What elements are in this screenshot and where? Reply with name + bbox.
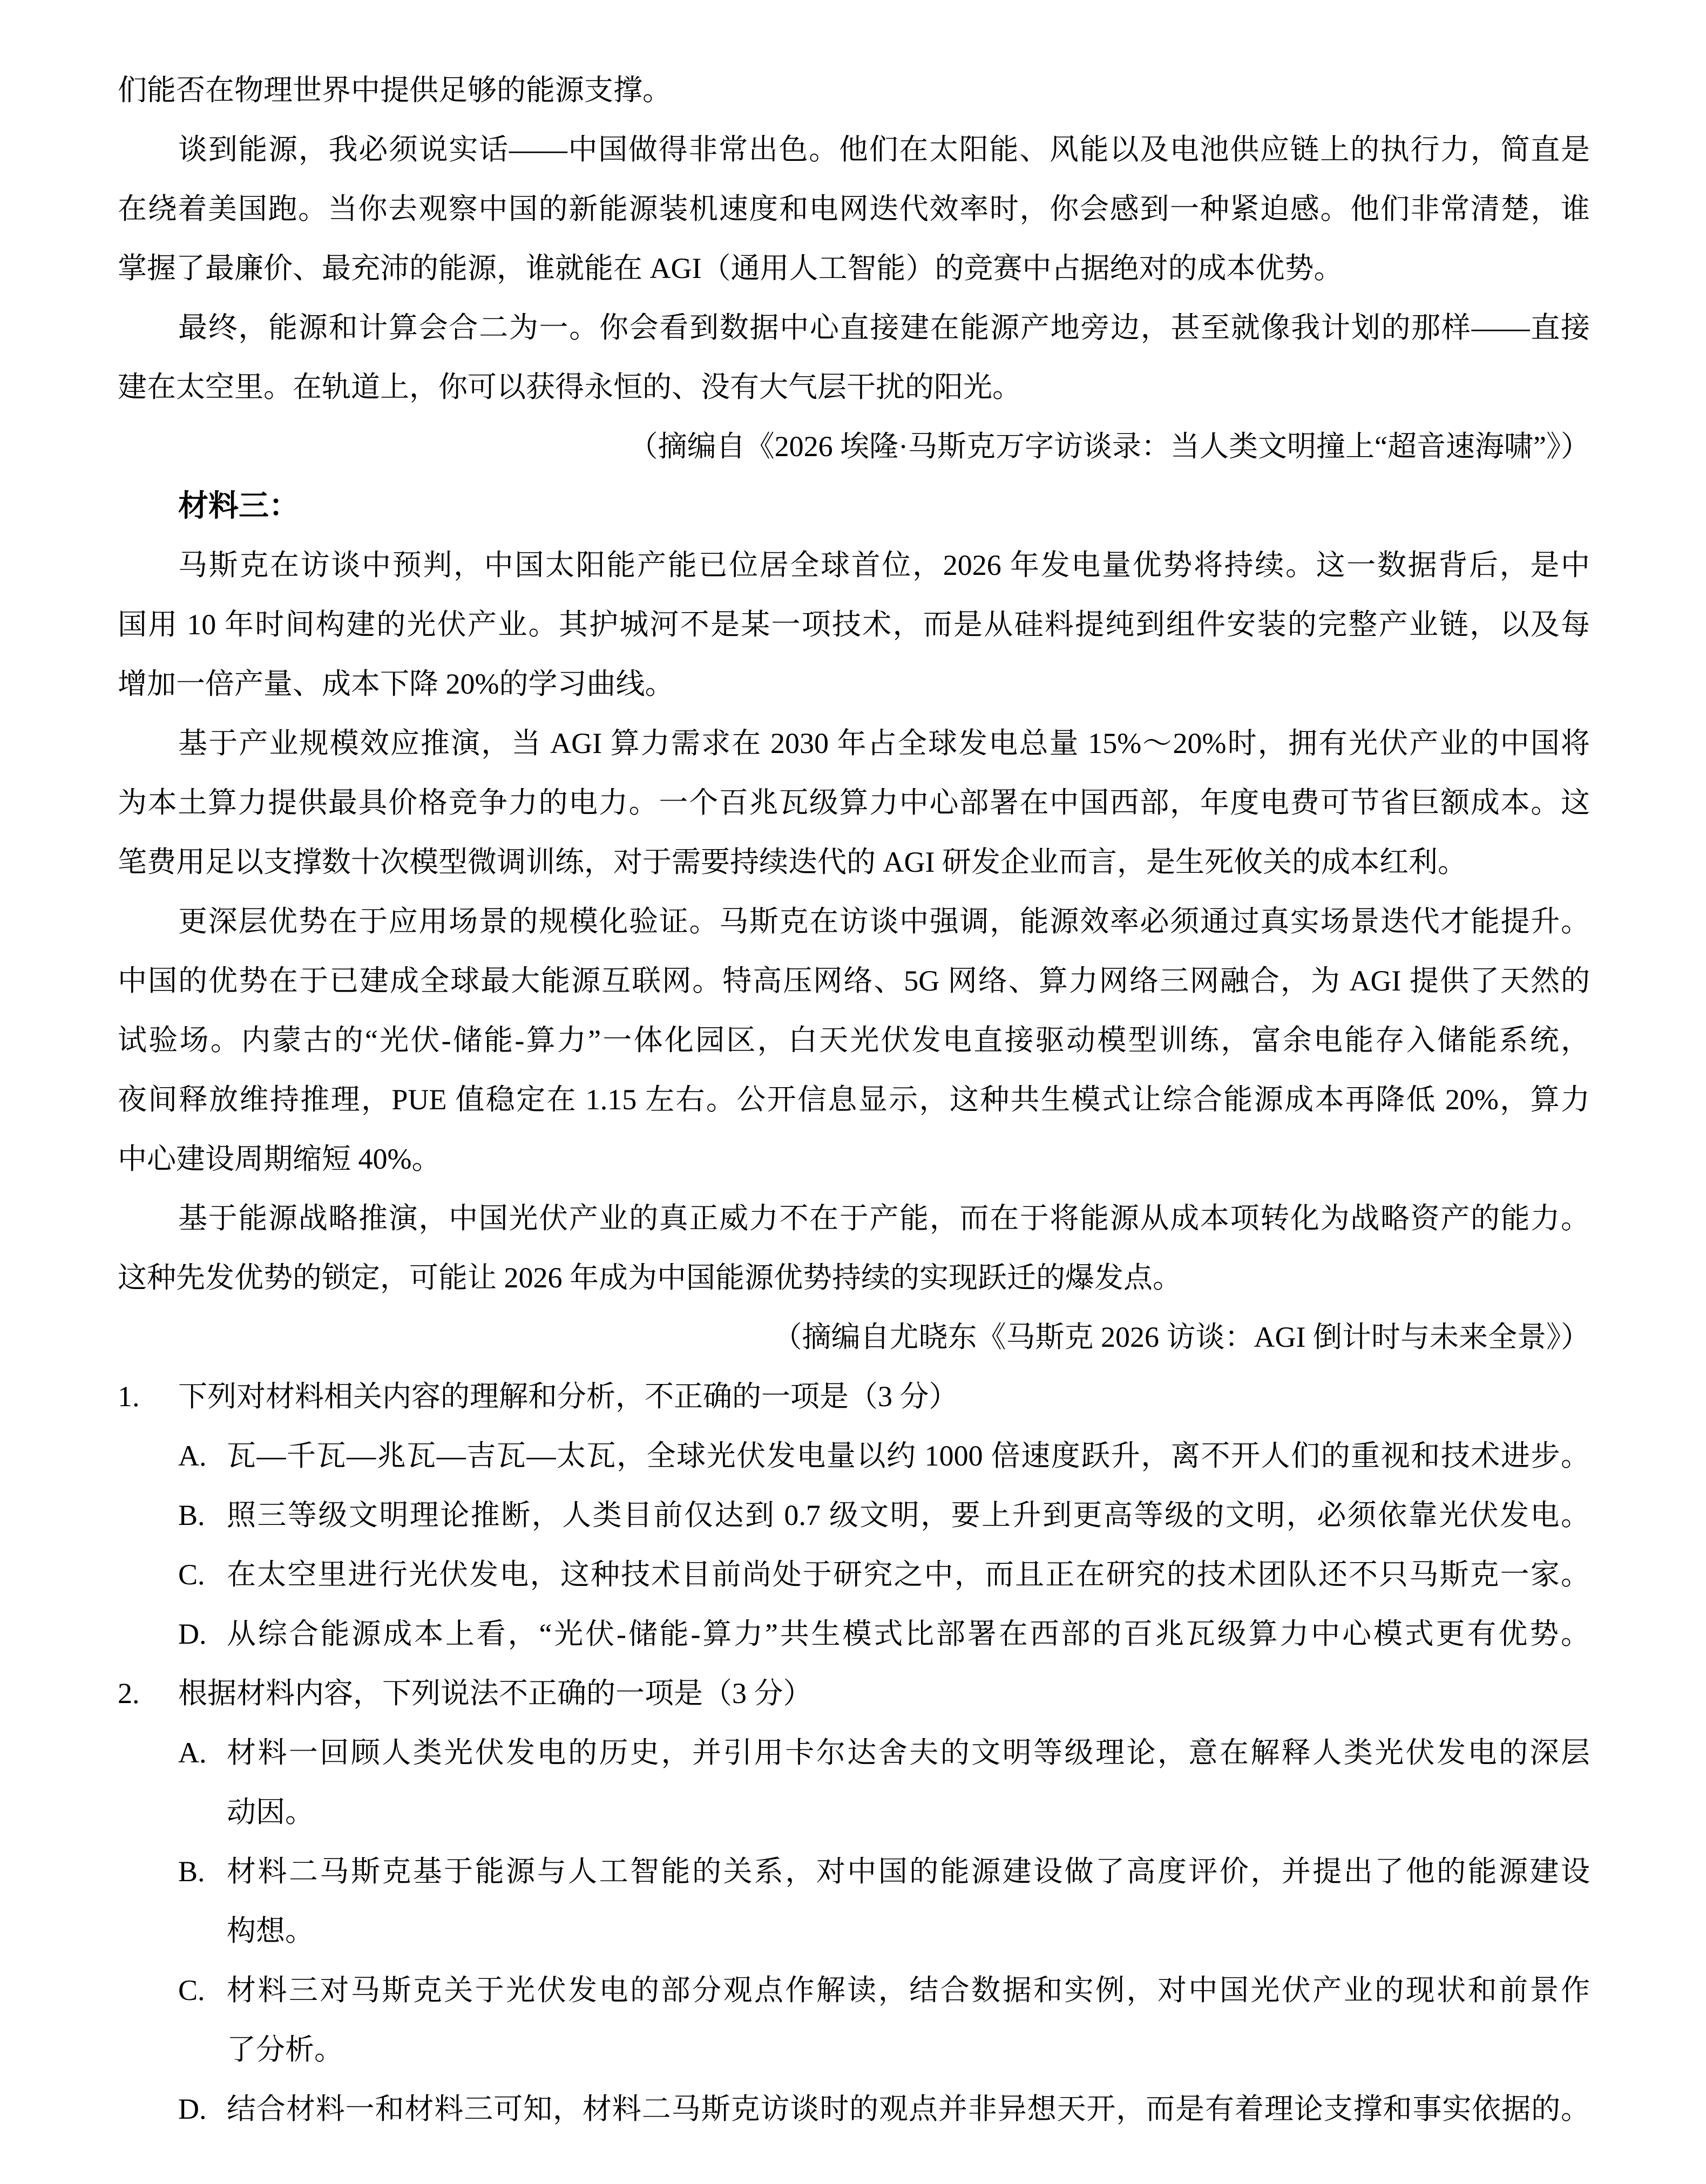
body-line: 掌握了最廉价、最充沛的能源，谁就能在 AGI（通用人工智能）的竞赛中占据绝对的成本优势。 [118,252,1343,284]
option-line [118,2079,1590,2139]
body-line: 最终，能源和计算会合二为一。你会看到数据中心直接建在能源产地旁边，甚至就像我计划的那样——直接 [178,311,1590,344]
question-line [118,1664,1590,1723]
body-line: 在绕着美国跑。当你去观察中国的新能源装机速度和电网迭代效率时，你会感到一种紧迫感。他们非常清楚，谁 [118,193,1590,225]
option-text: 从综合能源成本上看，“光伏-储能-算力”共生模式比部署在西部的百兆瓦级算力中心模式更有优势。 [227,1618,1590,1650]
option-letter: C. [178,1974,205,2006]
body-line: 试验场。内蒙古的“光伏-储能-算力”一体化园区，白天光伏发电直接驱动模型训练，富余电能存入储能系统， [118,1024,1590,1056]
body-line: 中国的优势在于已建成全球最大能源互联网。特高压网络、5G 网络、算力网络三网融合，为 AGI 提供了天然的 [118,965,1590,997]
option-letter: A. [178,1737,207,1769]
option-letter: C. [178,1558,205,1591]
question-line [118,1367,1590,1426]
body-line: 为本土算力提供最具价格竞争力的电力。一个百兆瓦级算力中心部署在中国西部，年度电费可节省巨额成本。这 [118,786,1590,819]
option-text: 材料三对马斯克关于光伏发电的部分观点作解读，结合数据和实例，对中国光伏产业的现状和前景作 [227,1974,1590,2006]
body-line: 增加一倍产量、成本下降 20%的学习曲线。 [118,668,674,700]
question-text: 根据材料内容，下列说法不正确的一项是（3 分） [178,1677,813,1710]
citation-line: （摘编自《2026 埃隆·马斯克万字访谈录：当人类文明撞上“超音速海啸”》） [628,430,1590,463]
body-line: 们能否在物理世界中提供足够的能源支撑。 [118,74,672,106]
body-line: 夜间释放维持推理，PUE 值稳定在 1.15 左右。公开信息显示，这种共生模式让综合能源成本再降低 20%，算力 [118,1083,1590,1116]
option-text: 材料二马斯克基于能源与人工智能的关系，对中国的能源建设做了高度评价，并提出了他的能源建设 [227,1855,1590,1888]
option-line [118,1961,1590,2020]
body-line: 中心建设周期缩短 40%。 [118,1143,441,1175]
option-text: 在太空里进行光伏发电，这种技术目前尚处于研究之中，而且正在研究的技术团队还不只马斯克一家。 [227,1558,1590,1591]
body-line: 基于产业规模效应推演，当 AGI 算力需求在 2030 年占全球发电总量 15%～20%时，拥有光伏产业的中国将 [178,727,1590,759]
option-text: 照三等级文明理论推断，人类目前仅达到 0.7 级文明，要上升到更高等级的文明，必须依靠光伏发电。 [227,1499,1590,1531]
body-line: 基于能源战略推演，中国光伏产业的真正威力不在于产能，而在于将能源从成本项转化为战略资产的能力。 [178,1202,1590,1235]
question-number: 1. [118,1380,140,1413]
citation-line: （摘编自尤晓东《马斯克 2026 访谈：AGI 倒计时与未来全景》） [773,1321,1590,1353]
body-line: 谈到能源，我必须说实话——中国做得非常出色。他们在太阳能、风能以及电池供应链上的执行力，简直是 [178,133,1590,166]
option-line [118,1723,1590,1782]
body-line: 更深层优势在于应用场景的规模化验证。马斯克在访谈中强调，能源效率必须通过真实场景迭代才能提升。 [178,905,1590,938]
body-line: 这种先发优势的锁定，可能让 2026 年成为中国能源优势持续的实现跃迁的爆发点。 [118,1261,1182,1294]
body-line: 国用 10 年时间构建的光伏产业。其护城河不是某一项技术，而是从硅料提纯到组件安装的完整产业链，以及每 [118,608,1590,641]
option-continuation-line: 动因。 [227,1796,314,1828]
question-number: 2. [118,1677,140,1710]
option-text: 材料一回顾人类光伏发电的历史，并引用卡尔达舍夫的文明等级理论，意在解释人类光伏发电的深层 [227,1737,1590,1769]
option-letter: B. [178,1499,205,1531]
option-letter: B. [178,1855,205,1888]
option-letter: D. [178,2093,207,2125]
option-text: 结合材料一和材料三可知，材料二马斯克访谈时的观点并非异想天开，而是有着理论支撑和事实依据的。 [227,2093,1590,2125]
option-continuation-line: 构想。 [227,1915,314,1947]
question-text: 下列对材料相关内容的理解和分析，不正确的一项是（3 分） [178,1380,958,1413]
option-text: 瓦—千瓦—兆瓦—吉瓦—太瓦，全球光伏发电量以约 1000 倍速度跃升，离不开人们的重视和技术进步。 [227,1440,1590,1472]
option-letter: A. [178,1440,207,1472]
option-letter: D. [178,1618,207,1650]
material-heading: 材料三： [178,489,299,523]
body-line: 笔费用足以支撑数十次模型微调训练，对于需要持续迭代的 AGI 研发企业而言，是生死攸关的成本红利。 [118,846,1467,878]
option-line [118,1604,1590,1664]
option-line [118,1486,1590,1545]
option-line [118,1545,1590,1604]
option-continuation-line: 了分析。 [227,2033,343,2066]
option-line [118,1842,1590,1901]
body-line: 马斯克在访谈中预判，中国太阳能产能已位居全球首位，2026 年发电量优势将持续。这一数据背后，是中 [178,549,1590,581]
body-line: 建在太空里。在轨道上，你可以获得永恒的、没有大气层干扰的阳光。 [118,371,1021,403]
option-line [118,1426,1590,1486]
